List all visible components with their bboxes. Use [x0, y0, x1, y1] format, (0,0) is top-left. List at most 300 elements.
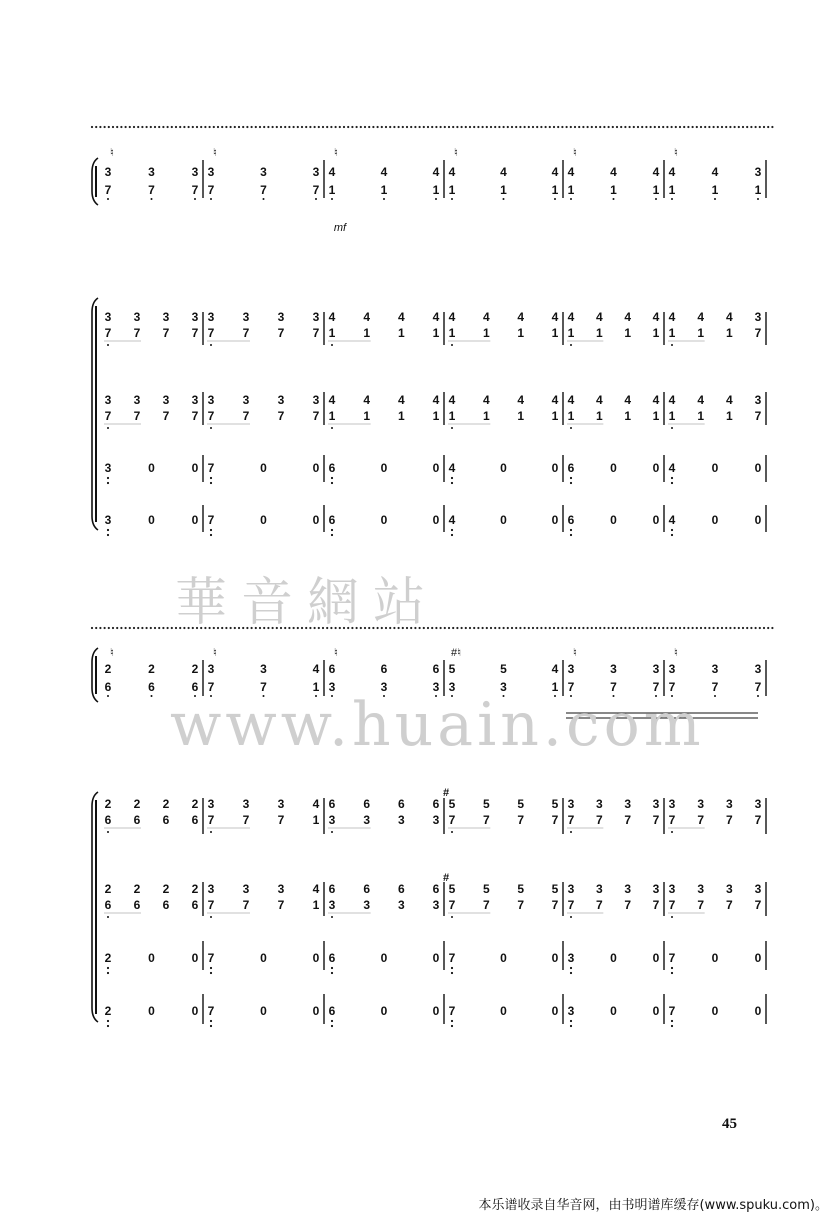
dotted-separator — [540, 126, 542, 128]
dotted-separator — [318, 126, 320, 128]
accidental-mark: ♮ — [573, 647, 577, 659]
dotted-separator — [393, 627, 395, 629]
note-lower: 1 — [754, 183, 762, 197]
dotted-separator — [251, 627, 253, 629]
dotted-separator — [666, 126, 668, 128]
bass-note: 4 — [668, 461, 676, 475]
dotted-separator — [372, 627, 374, 629]
note-upper: 6 — [328, 797, 336, 811]
octave-dot — [331, 427, 333, 429]
octave-dot — [210, 482, 212, 484]
note-upper: 3 — [754, 662, 762, 676]
dotted-separator — [473, 627, 475, 629]
octave-dot — [570, 534, 572, 536]
note-lower: 1 — [328, 326, 336, 340]
octave-dot — [331, 972, 333, 974]
note-lower: 1 — [652, 326, 660, 340]
note-lower: 7 — [725, 898, 733, 912]
bass-note: 0 — [500, 513, 507, 527]
bass-note: 0 — [148, 461, 155, 475]
dotted-separator — [183, 126, 185, 128]
dotted-separator — [662, 627, 664, 629]
dotted-separator — [305, 126, 307, 128]
note-upper: 4 — [432, 393, 440, 407]
dotted-separator — [545, 627, 547, 629]
note-upper: 6 — [432, 797, 440, 811]
dotted-separator — [553, 627, 555, 629]
note-lower: 1 — [668, 183, 676, 197]
dotted-separator — [162, 627, 164, 629]
dotted-separator — [309, 126, 311, 128]
dotted-separator — [192, 126, 194, 128]
note-upper: 3 — [133, 393, 141, 407]
dotted-separator — [515, 627, 517, 629]
bass-note: 6 — [567, 461, 575, 475]
dotted-separator — [356, 627, 358, 629]
dotted-separator — [213, 627, 215, 629]
dotted-separator — [662, 126, 664, 128]
dotted-separator — [234, 126, 236, 128]
dotted-separator — [708, 126, 710, 128]
dotted-separator — [230, 627, 232, 629]
dotted-separator — [402, 126, 404, 128]
dotted-separator — [368, 627, 370, 629]
note-lower: 3 — [448, 680, 456, 694]
dotted-separator — [141, 627, 143, 629]
note-lower: 7 — [551, 898, 559, 912]
note-upper: 2 — [162, 797, 170, 811]
note-upper: 3 — [162, 310, 170, 324]
bass-note: 0 — [551, 513, 559, 527]
bass-note: 7 — [448, 951, 456, 965]
note-lower: 1 — [312, 813, 320, 827]
dotted-separator — [742, 627, 744, 629]
dotted-separator — [347, 126, 349, 128]
dotted-separator — [225, 126, 227, 128]
note-lower: 1 — [697, 409, 705, 423]
dotted-separator — [255, 627, 257, 629]
dotted-separator — [612, 126, 614, 128]
dotted-separator — [717, 627, 719, 629]
octave-dot — [435, 695, 437, 697]
note-upper: 4 — [610, 165, 617, 179]
bass-note: 0 — [191, 1004, 199, 1018]
note-lower: 6 — [162, 898, 170, 912]
note-lower: 1 — [711, 183, 719, 197]
note-upper: 4 — [448, 310, 456, 324]
note-upper: 6 — [363, 882, 371, 896]
note-upper: 3 — [207, 882, 215, 896]
dotted-separator — [629, 126, 631, 128]
bass-note: 7 — [207, 513, 215, 527]
dotted-separator — [608, 627, 610, 629]
dotted-separator — [759, 627, 761, 629]
note-lower: 7 — [448, 813, 456, 827]
dotted-separator — [188, 126, 190, 128]
dynamic-mf: mf — [333, 222, 347, 234]
note-lower: 7 — [207, 183, 215, 197]
sharp-sign: # — [442, 787, 450, 799]
note-upper: 4 — [432, 165, 440, 179]
octave-dot — [451, 916, 453, 918]
note-lower: 7 — [312, 326, 320, 340]
note-lower: 1 — [567, 409, 575, 423]
dotted-separator — [750, 126, 752, 128]
dotted-separator — [272, 126, 274, 128]
note-upper: 4 — [328, 393, 336, 407]
dotted-separator — [599, 627, 601, 629]
bass-note: 0 — [312, 1004, 320, 1018]
dotted-separator — [255, 126, 257, 128]
dotted-separator — [104, 627, 106, 629]
note-upper: 5 — [517, 882, 525, 896]
dotted-separator — [591, 627, 593, 629]
dotted-separator — [360, 126, 362, 128]
note-lower: 7 — [207, 813, 215, 827]
dotted-separator — [284, 627, 286, 629]
dotted-separator — [343, 126, 345, 128]
note-lower: 6 — [133, 898, 141, 912]
dotted-separator — [654, 126, 656, 128]
bass-note: 0 — [380, 513, 388, 527]
octave-dot — [613, 198, 615, 200]
dotted-separator — [566, 627, 568, 629]
dotted-separator — [288, 627, 290, 629]
note-upper: 5 — [448, 797, 456, 811]
octave-dot — [331, 477, 333, 479]
note-upper: 3 — [242, 393, 250, 407]
note-lower: 7 — [207, 680, 215, 694]
dotted-separator — [679, 126, 681, 128]
dotted-separator — [473, 126, 475, 128]
octave-dot — [210, 344, 212, 346]
octave-dot — [210, 427, 212, 429]
octave-dot — [570, 967, 572, 969]
note-lower: 3 — [432, 898, 440, 912]
note-lower: 1 — [567, 326, 575, 340]
dotted-separator — [654, 627, 656, 629]
note-lower: 1 — [668, 326, 676, 340]
note-lower: 7 — [610, 680, 617, 694]
note-upper: 2 — [191, 797, 199, 811]
dotted-separator — [587, 627, 589, 629]
octave-dot — [331, 198, 333, 200]
octave-dot — [210, 695, 212, 697]
dotted-separator — [322, 126, 324, 128]
note-lower: 7 — [668, 813, 676, 827]
note-upper: 3 — [207, 662, 215, 676]
note-lower: 7 — [162, 326, 170, 340]
bass-note: 0 — [260, 513, 267, 527]
note-lower: 3 — [397, 898, 405, 912]
note-lower: 1 — [328, 183, 336, 197]
note-upper: 3 — [754, 882, 762, 896]
dotted-separator — [519, 126, 521, 128]
note-upper: 5 — [448, 882, 456, 896]
note-lower: 1 — [397, 409, 405, 423]
note-lower: 6 — [148, 680, 155, 694]
note-upper: 4 — [551, 393, 559, 407]
octave-dot — [757, 695, 759, 697]
dotted-separator — [398, 126, 400, 128]
dotted-separator — [528, 627, 530, 629]
octave-dot — [554, 695, 556, 697]
note-lower: 7 — [277, 813, 285, 827]
bass-note: 0 — [432, 461, 440, 475]
dotted-separator — [486, 126, 488, 128]
note-upper: 6 — [432, 882, 440, 896]
octave-dot — [107, 1025, 109, 1027]
octave-dot — [451, 831, 453, 833]
note-lower: 7 — [754, 680, 762, 694]
note-upper: 3 — [104, 310, 112, 324]
note-upper: 6 — [328, 662, 336, 676]
octave-dot — [451, 967, 453, 969]
note-lower: 7 — [191, 409, 199, 423]
note-upper: 3 — [242, 310, 250, 324]
note-lower: 7 — [312, 409, 320, 423]
dotted-separator — [419, 627, 421, 629]
note-lower: 7 — [725, 813, 733, 827]
note-upper: 4 — [312, 662, 320, 676]
dotted-separator — [133, 627, 135, 629]
dotted-separator — [381, 126, 383, 128]
dotted-separator — [377, 627, 379, 629]
dotted-separator — [141, 126, 143, 128]
note-upper: 3 — [668, 662, 676, 676]
bass-note: 6 — [567, 513, 575, 527]
octave-dot — [210, 972, 212, 974]
bass-note: 7 — [207, 951, 215, 965]
dotted-separator — [465, 627, 467, 629]
bass-note: 0 — [711, 461, 719, 475]
dotted-separator — [687, 627, 689, 629]
dotted-separator — [700, 126, 702, 128]
dotted-separator — [771, 126, 773, 128]
dotted-separator — [104, 126, 106, 128]
dotted-separator — [671, 126, 673, 128]
dotted-separator — [771, 627, 773, 629]
dotted-separator — [452, 126, 454, 128]
octave-dot — [570, 1025, 572, 1027]
dotted-separator — [146, 126, 148, 128]
octave-dot — [671, 198, 673, 200]
dotted-separator — [507, 627, 509, 629]
note-upper: 4 — [595, 310, 603, 324]
note-upper: 4 — [668, 165, 676, 179]
dotted-separator — [704, 627, 706, 629]
dotted-separator — [490, 627, 492, 629]
dotted-separator — [721, 126, 723, 128]
note-lower: 7 — [277, 326, 285, 340]
note-upper: 3 — [754, 393, 762, 407]
dotted-separator — [242, 627, 244, 629]
note-lower: 1 — [697, 326, 705, 340]
dotted-separator — [364, 126, 366, 128]
dotted-separator — [461, 627, 463, 629]
note-lower: 1 — [551, 326, 559, 340]
note-upper: 6 — [397, 797, 405, 811]
dotted-separator — [570, 627, 572, 629]
bass-note: 0 — [652, 513, 660, 527]
note-upper: 5 — [551, 797, 559, 811]
bass-note: 4 — [448, 513, 456, 527]
bass-note: 0 — [711, 1004, 719, 1018]
dotted-separator — [515, 126, 517, 128]
note-lower: 7 — [754, 409, 762, 423]
octave-dot — [107, 482, 109, 484]
note-lower: 1 — [595, 326, 603, 340]
note-upper: 4 — [328, 165, 336, 179]
note-upper: 4 — [725, 310, 733, 324]
accidental-mark: ♮ — [213, 647, 217, 659]
note-lower: 7 — [277, 898, 285, 912]
dotted-separator — [637, 126, 639, 128]
bass-note: 0 — [148, 951, 155, 965]
note-lower: 7 — [162, 409, 170, 423]
note-lower: 7 — [482, 898, 490, 912]
dotted-separator — [410, 627, 412, 629]
sharp-sign: # — [442, 872, 450, 884]
dotted-separator — [318, 627, 320, 629]
dotted-separator — [620, 627, 622, 629]
bass-note: 0 — [260, 461, 267, 475]
note-upper: 3 — [567, 797, 575, 811]
dotted-separator — [406, 627, 408, 629]
bass-note: 7 — [448, 1004, 456, 1018]
dotted-separator — [528, 126, 530, 128]
note-lower: 7 — [260, 183, 267, 197]
note-upper: 5 — [500, 662, 507, 676]
dotted-separator — [629, 627, 631, 629]
note-upper: 5 — [517, 797, 525, 811]
bass-note: 7 — [207, 461, 215, 475]
dotted-separator — [339, 126, 341, 128]
note-upper: 3 — [697, 882, 705, 896]
note-upper: 6 — [380, 662, 388, 676]
dotted-separator — [595, 627, 597, 629]
octave-dot — [331, 916, 333, 918]
bass-note: 0 — [500, 461, 507, 475]
dotted-separator — [326, 126, 328, 128]
dotted-separator — [486, 627, 488, 629]
note-upper: 3 — [242, 797, 250, 811]
note-lower: 6 — [162, 813, 170, 827]
note-lower: 7 — [242, 409, 250, 423]
note-upper: 3 — [754, 165, 762, 179]
dotted-separator — [612, 627, 614, 629]
octave-dot — [263, 695, 265, 697]
dotted-separator — [767, 627, 769, 629]
note-lower: 7 — [754, 326, 762, 340]
note-upper: 4 — [697, 393, 705, 407]
accidental-mark: ♮ — [573, 147, 577, 159]
dotted-separator — [183, 627, 185, 629]
dotted-separator — [645, 627, 647, 629]
note-upper: 4 — [312, 797, 320, 811]
dotted-separator — [259, 126, 261, 128]
octave-dot — [435, 198, 437, 200]
dotted-separator — [465, 126, 467, 128]
bass-note: 7 — [668, 1004, 676, 1018]
dotted-separator — [738, 627, 740, 629]
octave-dot — [210, 831, 212, 833]
note-upper: 3 — [191, 393, 199, 407]
bass-note: 0 — [432, 513, 440, 527]
note-upper: 3 — [725, 882, 733, 896]
bass-note: 0 — [191, 461, 199, 475]
note-lower: 1 — [551, 183, 559, 197]
dotted-separator — [759, 126, 761, 128]
octave-dot — [151, 695, 153, 697]
bass-note: 2 — [104, 951, 112, 965]
dotted-separator — [406, 126, 408, 128]
bass-note: 0 — [380, 1004, 388, 1018]
bass-note: 6 — [328, 1004, 336, 1018]
bass-note: 0 — [500, 951, 507, 965]
dotted-separator — [641, 126, 643, 128]
footer-credit: 本乐谱收录自华音网，由书明谱库缓存(www.spuku.com)。 — [478, 1198, 828, 1213]
note-upper: 4 — [624, 310, 632, 324]
dotted-separator — [200, 627, 202, 629]
note-lower: 1 — [312, 680, 320, 694]
dotted-separator — [146, 627, 148, 629]
octave-dot — [107, 967, 109, 969]
dotted-separator — [469, 126, 471, 128]
octave-dot — [570, 198, 572, 200]
note-lower: 1 — [652, 409, 660, 423]
dotted-separator — [658, 627, 660, 629]
note-lower: 7 — [652, 898, 660, 912]
dotted-separator — [246, 627, 248, 629]
dotted-separator — [603, 126, 605, 128]
dotted-separator — [167, 627, 169, 629]
note-upper: 4 — [551, 310, 559, 324]
note-upper: 4 — [363, 310, 371, 324]
octave-dot — [671, 344, 673, 346]
bass-note: 0 — [711, 513, 719, 527]
note-upper: 3 — [652, 662, 660, 676]
dotted-separator — [125, 126, 127, 128]
note-upper: 3 — [277, 393, 285, 407]
dotted-separator — [582, 627, 584, 629]
dotted-separator — [238, 627, 240, 629]
note-lower: 7 — [595, 898, 603, 912]
octave-dot — [194, 198, 196, 200]
octave-dot — [107, 916, 109, 918]
octave-dot — [315, 198, 317, 200]
dotted-separator — [498, 627, 500, 629]
note-upper: 3 — [668, 882, 676, 896]
dotted-separator — [616, 627, 618, 629]
dotted-separator — [633, 627, 635, 629]
dotted-separator — [267, 627, 269, 629]
note-upper: 3 — [668, 797, 676, 811]
octave-dot — [210, 967, 212, 969]
dotted-separator — [356, 126, 358, 128]
octave-dot — [671, 477, 673, 479]
note-upper: 3 — [624, 797, 632, 811]
octave-dot — [107, 344, 109, 346]
octave-dot — [613, 695, 615, 697]
bass-note: 0 — [191, 951, 199, 965]
octave-dot — [107, 477, 109, 479]
dotted-separator — [154, 126, 156, 128]
octave-dot — [451, 1020, 453, 1022]
octave-dot — [570, 427, 572, 429]
dotted-separator — [427, 126, 429, 128]
note-lower: 1 — [448, 409, 456, 423]
